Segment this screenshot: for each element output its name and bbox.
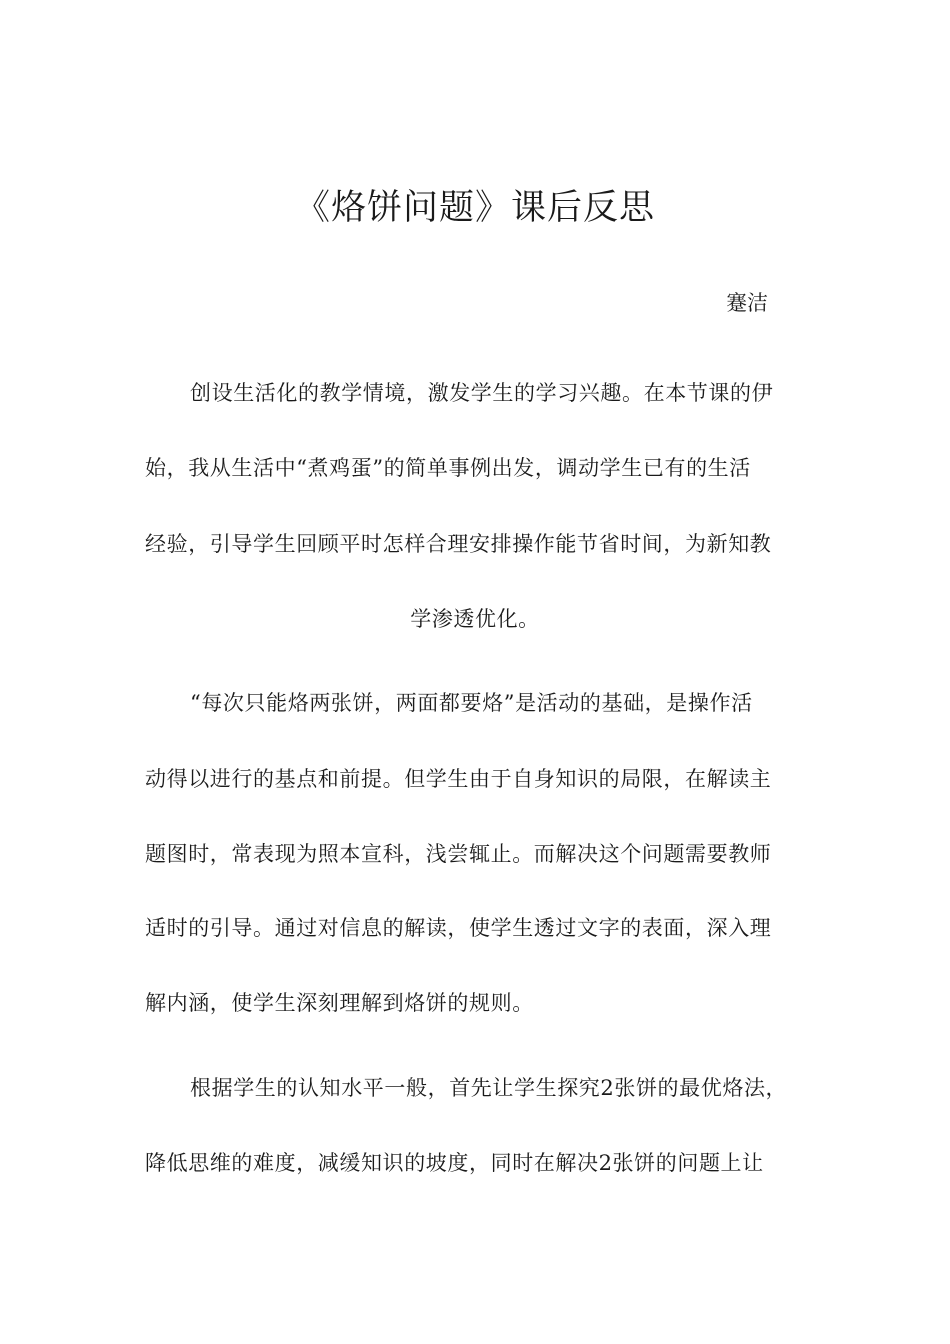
paragraph-line: 解内涵，使学生深刻理解到烙饼的规则。: [145, 991, 534, 1015]
paragraph-line: 题图时，常表现为照本宣科，浅尝辄止。而解决这个问题需要教师: [145, 842, 772, 866]
paragraph-line: “每次只能烙两张饼，两面都要烙”是活动的基础，是操作活: [190, 691, 753, 715]
paragraph-line: 经验，引导学生回顾平时怎样合理安排操作能节省时间，为新知教: [145, 532, 772, 556]
paragraph-line: 始，我从生活中“煮鸡蛋”的简单事例出发，调动学生已有的生活: [145, 456, 751, 480]
document-title: 《烙饼问题》课后反思: [294, 188, 655, 228]
paragraph-line: 根据学生的认知水平一般，首先让学生探究2张饼的最优烙法，: [190, 1076, 788, 1100]
paragraph-line: 适时的引导。通过对信息的解读，使学生透过文字的表面，深入理: [145, 916, 772, 940]
paragraph-line: 动得以进行的基点和前提。但学生由于自身知识的局限，在解读主: [145, 767, 772, 791]
author-name: 蹇洁: [726, 291, 768, 315]
paragraph-line: 学渗透优化。: [410, 607, 540, 631]
paragraph-line: 降低思维的难度，减缓知识的坡度，同时在解决2张饼的问题上让: [145, 1151, 764, 1175]
paragraph-line: 创设生活化的教学情境，激发学生的学习兴趣。在本节课的伊: [190, 381, 774, 405]
